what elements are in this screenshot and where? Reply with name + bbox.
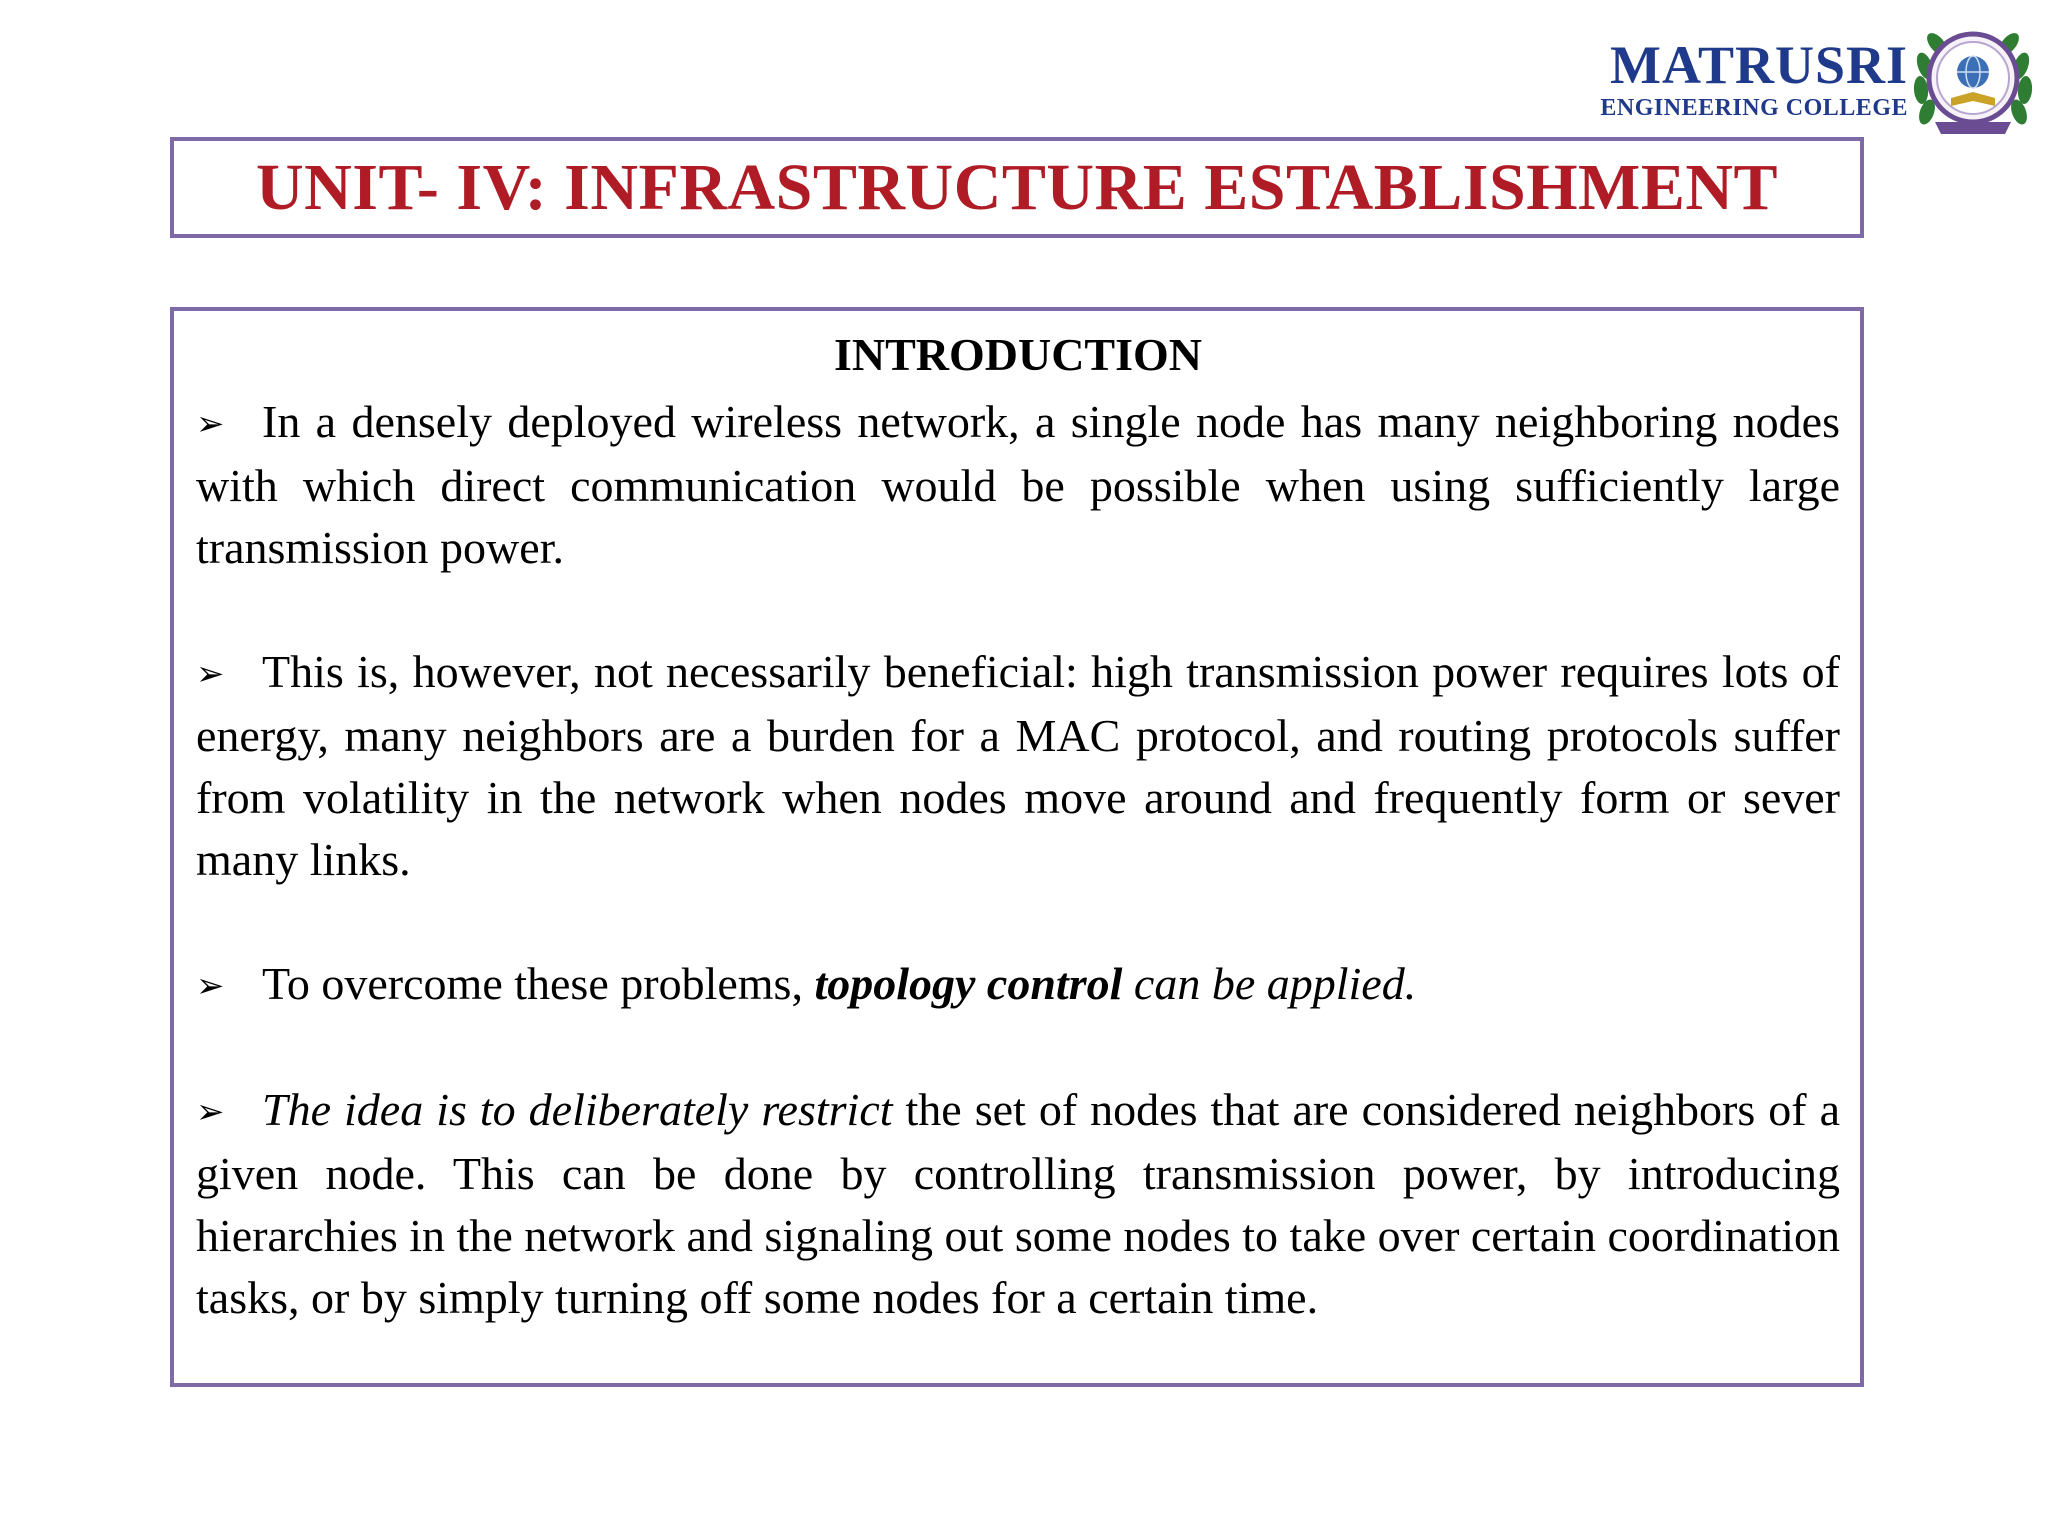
section-heading: INTRODUCTION [833, 329, 1203, 380]
paragraph-text-italic: can be applied. [1122, 958, 1417, 1009]
paragraph-text: In a densely deployed wireless network, a single node has many neighboring nodes with which direct communication would be possible when using sufficiently large transmission power. [196, 396, 1840, 573]
arrowhead-bullet-icon: ➢ [196, 654, 225, 694]
bullet-paragraph-2 [196, 641, 1840, 891]
arrowhead-bullet-icon: ➢ [196, 1092, 225, 1132]
bullet-paragraph-4 [196, 1079, 1840, 1329]
arrowhead-bullet-icon: ➢ [196, 966, 225, 1006]
paragraph-text: the set of nodes that are considered neighbors of a given node. This can be done by controlling transmission power, by introducing hierarchies in the network and signaling out some nodes to take over certain coordination tasks, or by simply turning off some nodes for a certain time. [196, 1084, 1841, 1323]
emphasis-term: topology control [814, 958, 1123, 1009]
college-name: MATRUSRI [1609, 35, 1908, 95]
college-emblem-icon [1911, 6, 2035, 150]
emphasis-phrase: The idea is to deliberately restrict [262, 1084, 893, 1135]
college-logo [1595, 28, 2035, 148]
content-box [170, 307, 1864, 1387]
paragraph-text: This is, however, not necessarily beneficial: high transmission power requires lots of energy, many neighbors are a burden for a MAC protocol, and routing protocols suffer from volatility in the network when nodes move around and frequently form or sever many links. [196, 646, 1840, 885]
bullet-paragraph-1 [196, 391, 1840, 579]
college-subtitle: ENGINEERING COLLEGE [1600, 95, 1908, 121]
slide-title: UNIT- IV: INFRASTRUCTURE ESTABLISHMENT [255, 150, 1779, 224]
arrowhead-bullet-icon: ➢ [196, 404, 225, 444]
paragraph-text: To overcome these problems, [262, 958, 815, 1009]
title-box [170, 137, 1864, 238]
bullet-paragraph-3 [196, 953, 1840, 1017]
